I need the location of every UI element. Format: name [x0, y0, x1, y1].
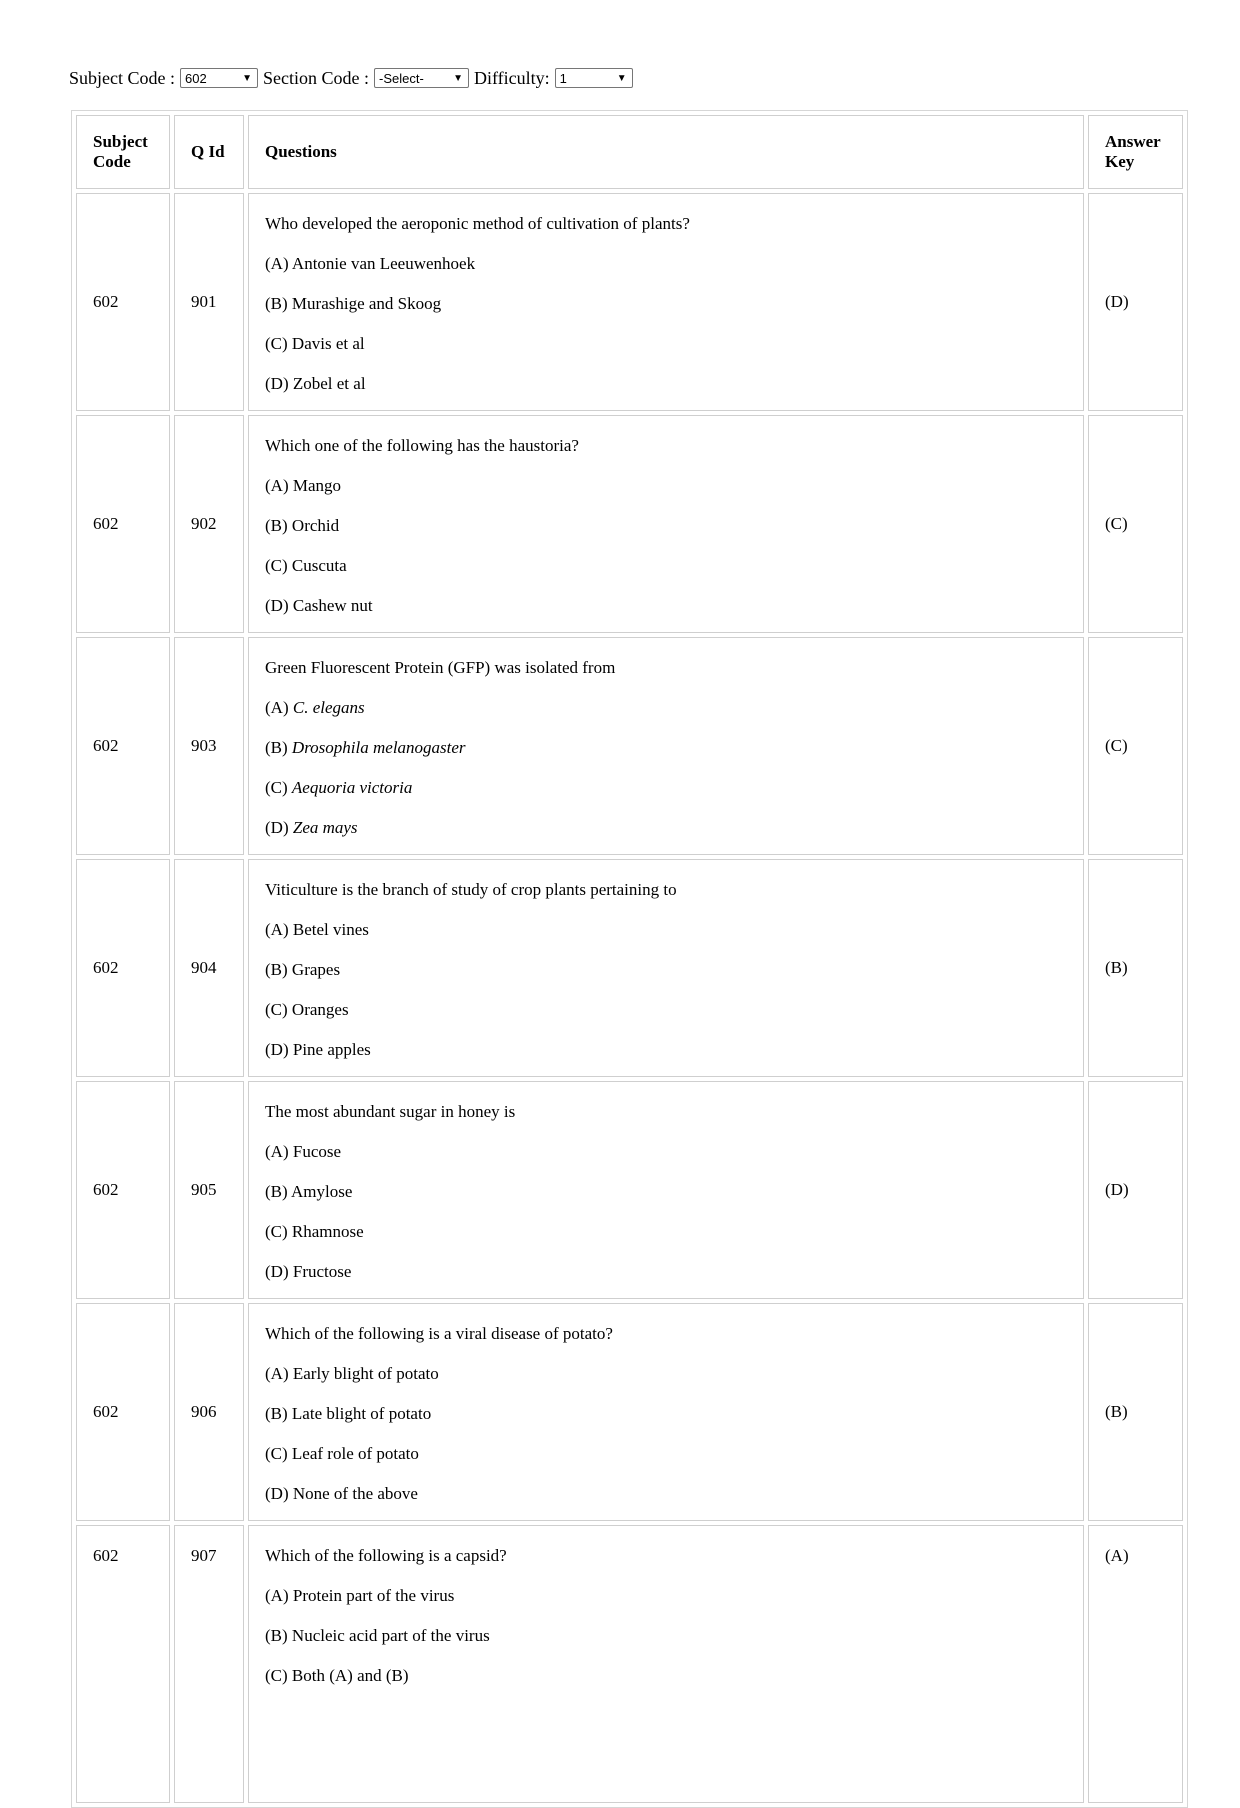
section-code-select[interactable] [374, 68, 469, 88]
option-prefix: (B) [265, 1404, 288, 1423]
option-text: Cuscuta [291, 556, 347, 575]
table-row [76, 859, 1183, 1077]
option-prefix: (C) [265, 778, 288, 797]
header-answer-key: Answer Key [1088, 115, 1183, 189]
question-text: Which of the following is a capsid? [265, 1546, 507, 1565]
option-line [265, 1212, 1067, 1252]
option-text: Protein part of the virus [292, 1586, 455, 1605]
header-questions: Questions [248, 115, 1084, 189]
question-cell [248, 193, 1084, 411]
qid-cell: 903 [174, 637, 244, 855]
option-text: Both (A) and (B) [291, 1666, 409, 1685]
option-text: Orchid [291, 516, 340, 535]
option-prefix: (A) [265, 1364, 289, 1383]
option-line [265, 466, 1067, 506]
option-text: Oranges [291, 1000, 349, 1019]
option-prefix: (A) [265, 698, 289, 717]
option-text: Rhamnose [291, 1222, 364, 1241]
table-row [76, 415, 1183, 633]
option-line [265, 808, 1067, 848]
chevron-down-icon: ▼ [616, 73, 627, 84]
option-line [265, 284, 1067, 324]
option-prefix: (C) [265, 1666, 288, 1685]
option-line [265, 1132, 1067, 1172]
option-line [265, 1474, 1067, 1514]
option-prefix: (B) [265, 294, 288, 313]
subject-code-select[interactable] [180, 68, 258, 88]
option-prefix: (C) [265, 334, 288, 353]
header-qid: Q Id [174, 115, 244, 189]
option-text: Cashew nut [292, 596, 373, 615]
question-text: Who developed the aeroponic method of cultivation of plants? [265, 214, 690, 233]
table-row [76, 1081, 1183, 1299]
question-text: The most abundant sugar in honey is [265, 1102, 516, 1121]
option-prefix: (A) [265, 1142, 289, 1161]
option-prefix: (D) [265, 596, 289, 615]
answer-key-cell: (A) [1088, 1525, 1183, 1803]
option-prefix: (C) [265, 1000, 288, 1019]
question-text: Which one of the following has the haustoria? [265, 436, 579, 455]
option-prefix: (A) [265, 920, 289, 939]
qid-cell: 904 [174, 859, 244, 1077]
qid-cell: 902 [174, 415, 244, 633]
option-prefix: (D) [265, 374, 289, 393]
option-line [265, 1030, 1067, 1070]
option-text: None of the above [292, 1484, 418, 1503]
option-prefix: (A) [265, 254, 289, 273]
option-prefix: (B) [265, 516, 288, 535]
option-text: Leaf role of potato [291, 1444, 419, 1463]
question-cell [248, 637, 1084, 855]
table-row [76, 193, 1183, 411]
option-line [265, 364, 1067, 404]
option-line [265, 244, 1067, 284]
option-prefix: (B) [265, 1182, 288, 1201]
option-prefix: (B) [265, 738, 288, 757]
option-text: Grapes [291, 960, 341, 979]
option-line [265, 768, 1067, 808]
question-cell [248, 1303, 1084, 1521]
table-row [76, 1303, 1183, 1521]
chevron-down-icon: ▼ [242, 73, 252, 84]
subject-code-cell: 602 [76, 1081, 170, 1299]
question-text: Viticulture is the branch of study of crop plants pertaining to [265, 880, 677, 899]
option-text: Betel vines [292, 920, 369, 939]
question-cell [248, 415, 1084, 633]
option-line [265, 1656, 1067, 1696]
option-text: Zea mays [292, 818, 358, 837]
filter-bar [69, 66, 638, 90]
option-text: Aequoria victoria [291, 778, 413, 797]
option-line [265, 1172, 1067, 1212]
option-prefix: (D) [265, 818, 289, 837]
option-text: Zobel et al [292, 374, 366, 393]
subject-code-cell: 602 [76, 415, 170, 633]
option-line [265, 1434, 1067, 1474]
question-cell [248, 1525, 1084, 1803]
subject-code-label: Subject Code : [69, 67, 175, 88]
subject-code-cell: 602 [76, 193, 170, 411]
difficulty-value: 1 [559, 71, 567, 86]
answer-key-cell: (D) [1088, 1081, 1183, 1299]
option-prefix: (A) [265, 1586, 289, 1605]
option-line [265, 1354, 1067, 1394]
table-row [76, 1525, 1183, 1803]
question-cell [248, 1081, 1084, 1299]
question-text: Green Fluorescent Protein (GFP) was isolated from [265, 658, 616, 677]
option-prefix: (D) [265, 1262, 289, 1281]
answer-key-cell: (B) [1088, 859, 1183, 1077]
option-text: Pine apples [292, 1040, 371, 1059]
subject-code-cell: 602 [76, 1525, 170, 1803]
option-text: Late blight of potato [291, 1404, 432, 1423]
answer-key-cell: (B) [1088, 1303, 1183, 1521]
option-text: Davis et al [291, 334, 365, 353]
option-text: Mango [292, 476, 342, 495]
option-line [265, 728, 1067, 768]
chevron-down-icon: ▼ [453, 73, 463, 84]
option-line [265, 324, 1067, 364]
question-cell [248, 859, 1084, 1077]
answer-key-cell: (D) [1088, 193, 1183, 411]
option-line [265, 546, 1067, 586]
option-line [265, 1252, 1067, 1292]
difficulty-label: Difficulty: [474, 67, 550, 88]
subject-code-cell: 602 [76, 859, 170, 1077]
option-text: Fucose [292, 1142, 342, 1161]
option-line [265, 688, 1067, 728]
option-line [265, 506, 1067, 546]
questions-table [71, 110, 1188, 1808]
option-text: Antonie van Leeuwenhoek [291, 254, 476, 273]
option-text: Murashige and Skoog [291, 294, 442, 313]
option-line [265, 1616, 1067, 1656]
option-prefix: (D) [265, 1484, 289, 1503]
option-line [265, 586, 1067, 626]
option-text: Fructose [292, 1262, 352, 1281]
option-text: Amylose [290, 1182, 353, 1201]
section-code-label: Section Code : [263, 67, 369, 88]
subject-code-cell: 602 [76, 637, 170, 855]
header-subject-code: Subject Code [76, 115, 170, 189]
option-prefix: (C) [265, 1444, 288, 1463]
option-text: Early blight of potato [292, 1364, 439, 1383]
answer-key-cell: (C) [1088, 415, 1183, 633]
table-header-row [76, 115, 1183, 189]
option-prefix: (A) [265, 476, 289, 495]
qid-cell: 906 [174, 1303, 244, 1521]
subject-code-cell: 602 [76, 1303, 170, 1521]
option-text: Nucleic acid part of the virus [291, 1626, 490, 1645]
difficulty-select[interactable] [555, 68, 633, 88]
option-prefix: (C) [265, 556, 288, 575]
option-line [265, 1394, 1067, 1434]
qid-cell: 907 [174, 1525, 244, 1803]
question-text: Which of the following is a viral disease of potato? [265, 1324, 613, 1343]
subject-code-value: 602 [185, 71, 207, 86]
option-text: Drosophila melanogaster [291, 738, 466, 757]
qid-cell: 905 [174, 1081, 244, 1299]
section-code-value: -Select- [379, 71, 424, 86]
answer-key-cell: (C) [1088, 637, 1183, 855]
option-prefix: (C) [265, 1222, 288, 1241]
option-line [265, 1576, 1067, 1616]
table-row [76, 637, 1183, 855]
option-prefix: (B) [265, 960, 288, 979]
option-prefix: (D) [265, 1040, 289, 1059]
option-prefix: (B) [265, 1626, 288, 1645]
option-line [265, 910, 1067, 950]
option-line [265, 950, 1067, 990]
option-text: C. elegans [292, 698, 365, 717]
option-line [265, 990, 1067, 1030]
qid-cell: 901 [174, 193, 244, 411]
